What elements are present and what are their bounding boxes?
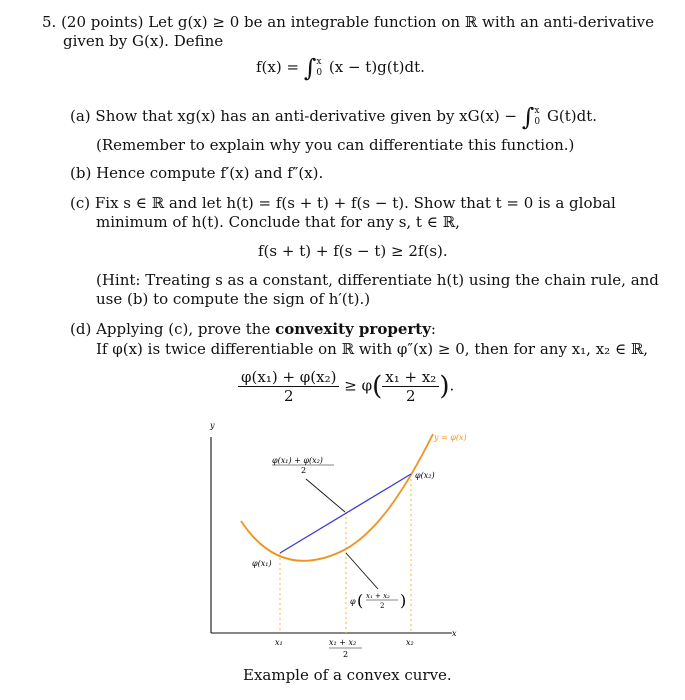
problem-header-cont: given by G(x). Define — [63, 32, 224, 50]
phi-x2-label: φ(x₂) — [415, 471, 435, 480]
right-paren-icon: ) — [439, 371, 450, 402]
def-lower: 0 — [316, 68, 323, 78]
phi-x1-label: φ(x₁) — [252, 559, 272, 568]
phi-mid-label-pre: φ — [350, 597, 356, 606]
y-axis-label: y — [210, 421, 215, 430]
figure-caption: Example of a convex curve. — [243, 666, 452, 684]
x2-tick-label: x₂ — [406, 638, 414, 647]
problem-header: 5. (20 points) Let g(x) ≥ 0 be an integrable function on ℝ with an anti-derivative — [42, 13, 655, 31]
part-c-line1: (c) Fix s ∈ ℝ and let h(t) = f(s + t) + f(s − t). Show that t = 0 is a global — [70, 194, 616, 212]
phi-mid-label-num: x₁ + x₂ — [366, 592, 390, 600]
x-axis-label: x — [452, 629, 457, 638]
a-upper: x — [534, 106, 540, 116]
left-paren-icon: ( — [372, 371, 383, 402]
part-d-colon: : — [430, 320, 436, 338]
a-integrand: G(t)dt. — [546, 107, 598, 125]
convex-curve — [241, 434, 433, 561]
part-a-text: (a) Show that xg(x) has an anti-derivative given by xG(x) − — [70, 107, 518, 125]
chord-line — [280, 474, 411, 553]
ge-phi: ≥ φ — [344, 376, 373, 395]
phi-mid-rparen-icon: ) — [400, 591, 407, 610]
frac-num: φ(x₁) + φ(x₂) — [238, 368, 339, 387]
part-d-pre: (d) Applying (c), prove the — [70, 320, 271, 338]
mid-tick-den: 2 — [343, 650, 349, 659]
mid-tick-num: x₁ + x₂ — [329, 638, 357, 647]
integral-sign-icon: ∫ — [303, 54, 317, 82]
def-lhs: f(x) = — [256, 58, 300, 76]
phi-mid-lparen-icon: ( — [357, 591, 364, 610]
mean-pointer-line — [306, 479, 345, 512]
integral-sign-icon: ∫ — [521, 103, 535, 131]
def-integrand: (x − t)g(t)dt. — [328, 58, 425, 76]
convexity-property-term: convexity property — [275, 320, 431, 338]
mean-label-den: 2 — [301, 466, 307, 475]
convexity-inequality: $\frac{\text{φ(x₁) + φ(x₂)}}{2}$ ≥ φ( $\frac{\text{x₁ + x₂}}{2}$ ). — [238, 368, 454, 405]
part-c-line2: minimum of h(t). Conclude that for any s, t ∈ ℝ, — [96, 213, 460, 231]
part-b-line: (b) Hence compute f′(x) and f″(x). — [70, 164, 324, 182]
part-a-line2: (Remember to explain why you can differentiate this function.) — [96, 136, 575, 154]
a-lower: 0 — [534, 117, 541, 127]
mid-pointer-line — [346, 553, 378, 589]
part-d-line2: If φ(x) is twice differentiable on ℝ with φ″(x) ≥ 0, then for any x₁, x₂ ∈ ℝ, — [96, 340, 649, 358]
part-c-inequality: f(s + t) + f(s − t) ≥ 2f(s). — [258, 242, 448, 260]
rfrac-num: x₁ + x₂ — [382, 368, 439, 387]
curve-label: y = φ(x) — [434, 433, 467, 442]
rfrac-den: 2 — [406, 387, 416, 405]
part-c-hint2: use (b) to compute the sign of h′(t).) — [96, 290, 371, 308]
part-c-hint1: (Hint: Treating s as a constant, differentiate h(t) using the chain rule, and — [96, 271, 659, 289]
frac-den: 2 — [283, 387, 294, 405]
x1-tick-label: x₁ — [275, 638, 283, 647]
phi-mid-label-den: 2 — [380, 602, 385, 610]
mean-label-num: φ(x₁) + φ(x₂) — [272, 456, 323, 465]
def-upper: x — [316, 57, 322, 67]
